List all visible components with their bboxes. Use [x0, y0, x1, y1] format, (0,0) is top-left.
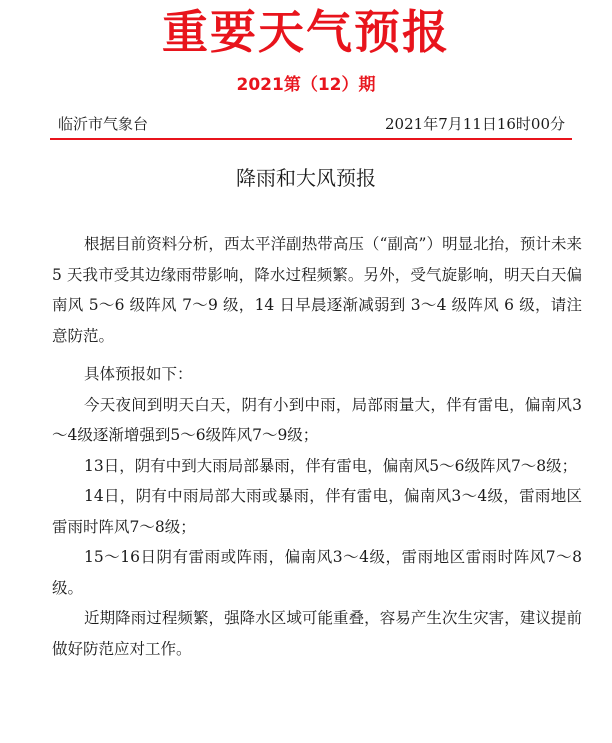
advisory-paragraph: 近期降雨过程频繁，强降水区域可能重叠，容易产生次生灾害，建议提前做好防范应对工作。 — [52, 609, 582, 658]
details-intro: 具体预报如下： — [84, 365, 193, 383]
forecast-headline: 降雨和大风预报 — [236, 166, 376, 190]
forecast-body — [52, 229, 582, 664]
masthead-title: 重要天气预报 — [162, 5, 450, 59]
forecast-13th: 13日，阴有中到大雨局部暴雨，伴有雷电，偏南风5～6级阵风7～8级； — [84, 456, 578, 475]
forecast-14th: 14日，阴有中雨局部大雨或暴雨，伴有雷电，偏南风3～4级，雷雨地区雷雨时阵风7～8级； — [52, 487, 582, 536]
analysis-paragraph: 根据目前资料分析，西太平洋副热带高压（“副高”）明显北抬，预计未来 5 天我市受其边缘雨带影响，降水过程频繁。另外，受气旋影响，明天白天偏南风 5～6 级阵风 7～9 级，14 日早晨逐渐减弱到 3～4 级阵风 6 级，请注意防范。 — [52, 235, 582, 345]
issue-number: 2021第（12）期 — [236, 75, 376, 95]
issue-date: 2021年7月11日16时00分 — [385, 115, 565, 133]
issuer-name: 临沂市气象台 — [58, 115, 149, 133]
header-divider — [50, 138, 572, 140]
forecast-15th-16th: 15～16日阴有雷雨或阵雨，偏南风3～4级，雷雨地区雷雨时阵风7～8级。 — [52, 548, 582, 597]
forecast-tonight: 今天夜间到明天白天，阴有小到中雨，局部雨量大，伴有雷电，偏南风3～4级逐渐增强到5～6级阵风7～9级； — [52, 395, 582, 444]
